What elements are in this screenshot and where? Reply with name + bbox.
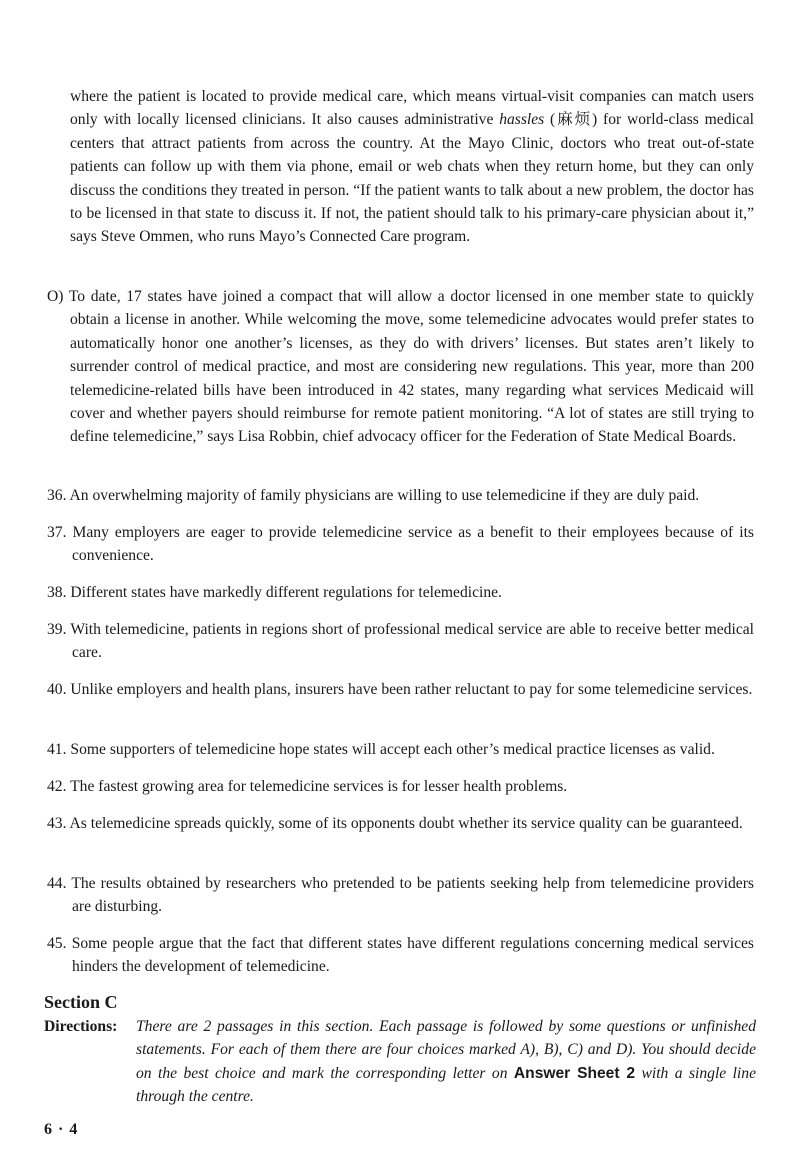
statement-41	[47, 738, 754, 761]
statement-number: 44.	[47, 875, 67, 892]
statement-number: 40.	[47, 681, 67, 698]
statement-42	[47, 775, 754, 798]
passage-continuation	[70, 85, 754, 249]
statement-number: 43.	[47, 815, 67, 832]
directions-text	[136, 1015, 756, 1109]
statement-text: Some people argue that the fact that different states have different regulations concerning medical services hinders the development of telemedicine.	[71, 935, 754, 976]
page-number: 6 · 4	[44, 1121, 79, 1138]
statement-36	[47, 484, 754, 507]
statement-40	[47, 678, 754, 701]
directions-end: with a single line through the centre.	[136, 1064, 756, 1106]
statement-text: An overwhelming majority of family physicians are willing to use telemedicine if they are duly paid.	[69, 487, 700, 504]
continuation-text-start: where the patient is located to provide medical care, which means virtual-visit companies can match users only with locally licensed clinicians. It also causes administrative	[70, 88, 754, 129]
continuation-italic-word: hassles	[499, 111, 545, 129]
statement-number: 45.	[47, 935, 67, 952]
statement-number: 37.	[47, 524, 67, 541]
statement-38	[47, 581, 754, 604]
statement-number: 41.	[47, 741, 67, 758]
statement-44	[47, 872, 754, 919]
statement-text: The fastest growing area for telemedicine services is for lesser health problems.	[70, 778, 568, 795]
answer-sheet-label: Answer Sheet 2	[513, 1064, 636, 1082]
section-c-title: Section C	[44, 992, 118, 1012]
statement-text: With telemedicine, patients in regions short of professional medical service are able to receive better medical care.	[70, 621, 754, 662]
statement-number: 39.	[47, 621, 67, 638]
paragraph-o	[47, 285, 754, 449]
statement-number: 38.	[47, 584, 67, 601]
continuation-text-end: (麻烦) for world-class medical centers that attract patients from across the country. At the Mayo Clinic, doctors who treat out-of-state patients can follow up with them via phone, email or web chats when they return home, but they can only discuss the conditions they treated in person. “If the patient wants to talk about a new problem, the doctor has to be licensed in that state to discuss it. If not, the patient should talk to his primary-care physician about it,” says Steve Ommen, who runs Mayo’s Connected Care program.	[70, 111, 754, 246]
statement-text: Many employers are eager to provide telemedicine service as a benefit to their employees because of its convenience.	[72, 524, 754, 565]
statement-39	[47, 618, 754, 665]
directions-body: There are 2 passages in this section. Each passage is followed by some questions or unfinished statements. For each of them there are four choices marked A), B), C) and D). You should decide on the best choice and mark the corresponding letter on	[136, 1018, 756, 1082]
statement-number: 42.	[47, 778, 67, 795]
directions-label: Directions:	[44, 1018, 118, 1035]
statement-text: The results obtained by researchers who pretended to be patients seeking help from telemedicine providers are disturbing.	[71, 875, 754, 916]
paragraph-o-label: O)	[47, 288, 64, 305]
statement-45	[47, 932, 754, 979]
section-c-directions	[44, 1015, 756, 1109]
statement-43	[47, 812, 754, 835]
statement-text: Different states have markedly different regulations for telemedicine.	[70, 584, 502, 601]
statement-text: As telemedicine spreads quickly, some of its opponents doubt whether its service quality can be guaranteed.	[69, 815, 743, 832]
statement-number: 36.	[47, 487, 67, 504]
statement-text: Some supporters of telemedicine hope states will accept each other’s medical practice licenses as valid.	[70, 741, 715, 758]
statement-text: Unlike employers and health plans, insurers have been rather reluctant to pay for some telemedicine services.	[70, 681, 753, 698]
statement-37	[47, 521, 754, 568]
paragraph-o-text: To date, 17 states have joined a compact that will allow a doctor licensed in one member state to quickly obtain a license in another. While welcoming the move, some telemedicine advocates would prefer states to automatically honor one another’s licenses, as they do with drivers’ licenses. But states aren’t likely to surrender control of medical practice, and most are considering new regulations. This year, more than 200 telemedicine-related bills have been introduced in 42 states, many regarding what services Medicaid will cover and whether payers should reimburse for remote patient monitoring. “A lot of states are still trying to define telemedicine,” says Lisa Robbin, chief advocacy officer for the Federation of State Medical Boards.	[68, 288, 754, 446]
